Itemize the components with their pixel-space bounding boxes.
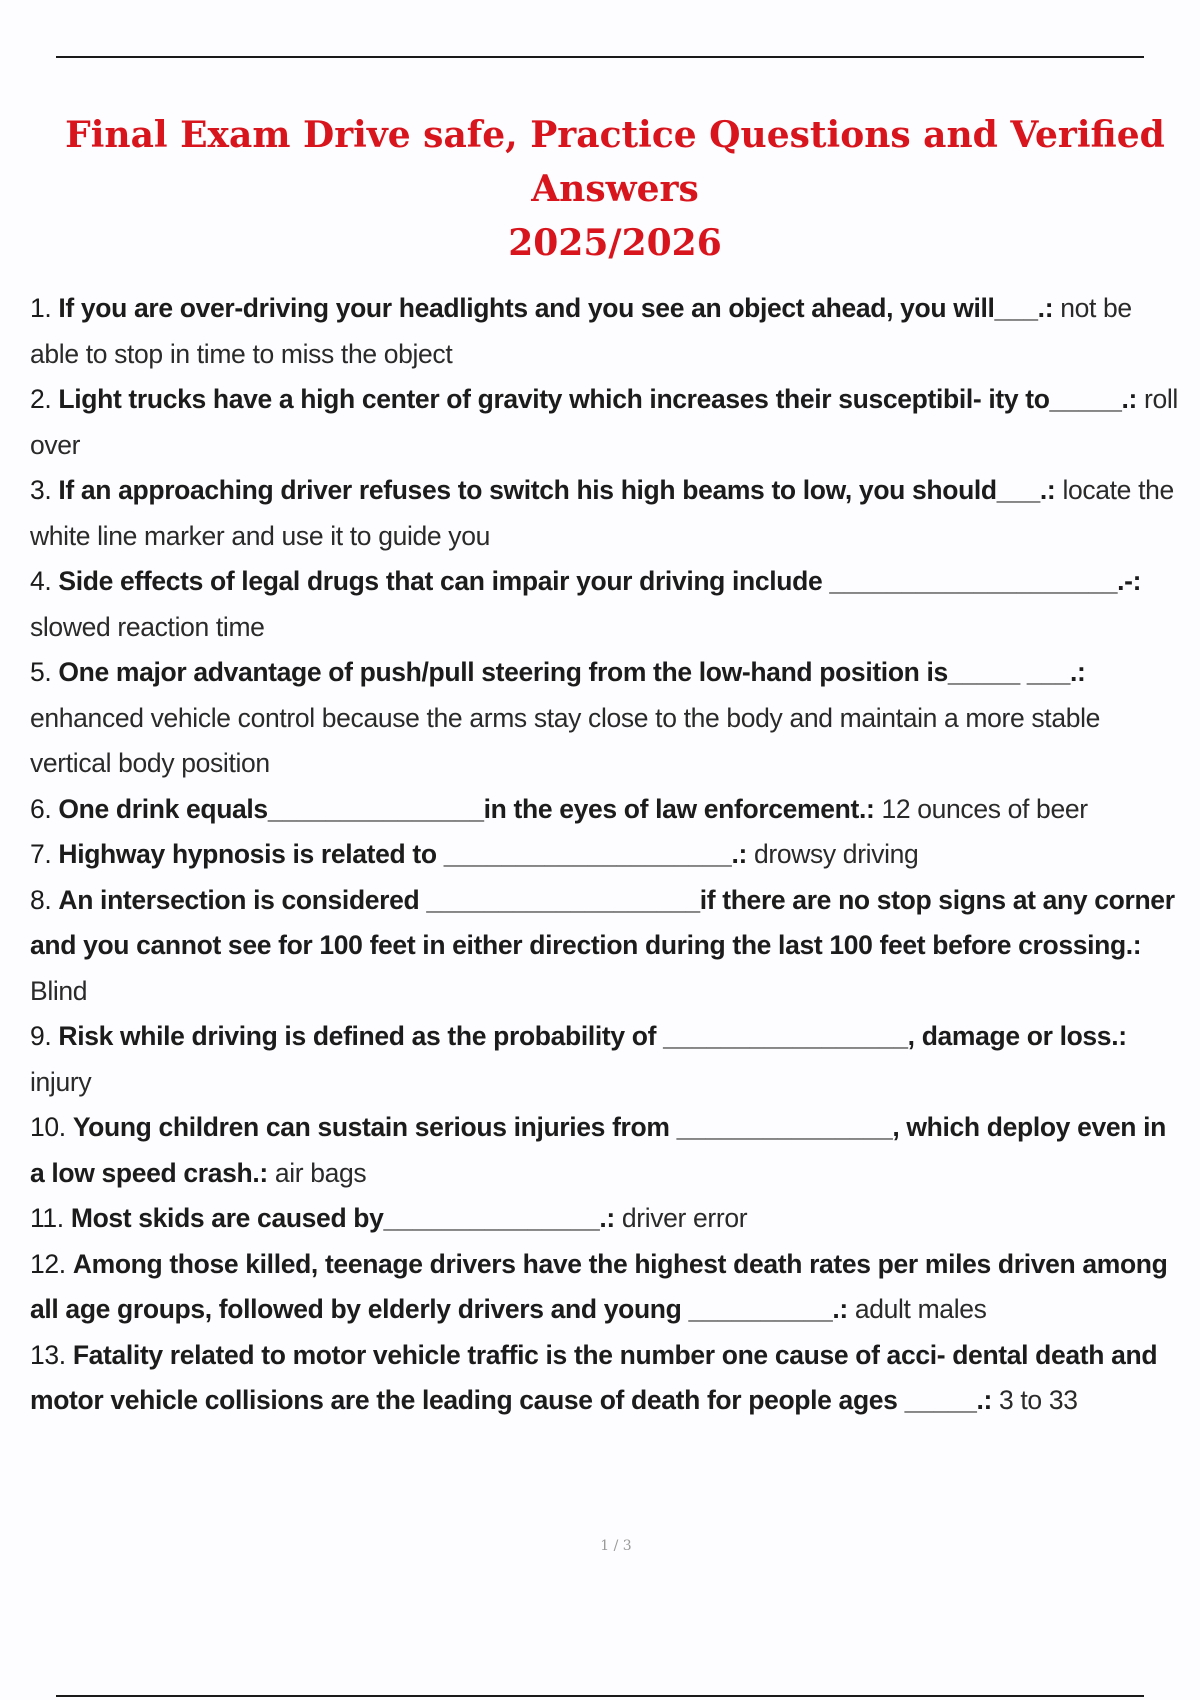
document-title [30,108,1200,270]
title-line-1: Final Exam Drive safe, Practice Questions and Verified Answers [65,114,1165,210]
question-item-2 [30,377,1180,468]
question-answer: driver error [621,1203,748,1233]
question-item-1 [30,286,1180,377]
question-number: 5. [30,657,52,687]
question-item-12 [30,1242,1180,1333]
question-answer: air bags [274,1157,367,1188]
question-answer: Blind [30,975,88,1006]
question-answer: not be able to stop in time to miss the object [30,293,1132,369]
question-item-6 [30,787,1180,833]
question-answer: enhanced vehicle control because the arms stay close to the body and maintain a more stable vertical body position [30,702,1101,778]
question-answer: roll over [30,384,1178,460]
question-item-8 [30,878,1180,1015]
question-number: 12. [30,1248,66,1279]
question-stem: Highway hypnosis is related to ____________________.: [58,839,747,869]
question-stem: Most skids are caused by_______________.: [70,1203,615,1233]
question-stem: Fatality related to motor vehicle traffic is the number one cause of acci- dental death and motor vehicle collisions are the leading cause of death for people ages _____.: [30,1339,1158,1415]
question-item-11 [30,1196,1180,1242]
question-number: 8. [30,884,52,915]
question-item-13 [30,1333,1180,1424]
question-item-10 [30,1105,1180,1196]
question-answer: 12 ounces of beer [881,793,1088,824]
title-line-2: 2025/2026 [508,222,722,264]
question-item-7 [30,832,1180,878]
question-answer: slowed reaction time [30,611,265,642]
question-stem: If an approaching driver refuses to switch his high beams to low, you should___.: [58,475,1056,505]
question-stem: Side effects of legal drugs that can impair your driving include ____________________.-: [58,566,1142,596]
question-stem: Risk while driving is defined as the probability of _________________, damage or loss.: [58,1021,1127,1051]
question-number: 10. [30,1112,66,1142]
question-number: 3. [30,475,52,505]
question-answer: drowsy driving [753,839,919,869]
question-answer: injury [30,1066,92,1097]
question-answer: adult males [854,1294,987,1324]
bottom-rule [56,1695,1144,1697]
question-number: 13. [30,1339,66,1370]
question-answer: locate the white line marker and use it to guide you [30,475,1174,551]
question-number: 4. [30,566,52,596]
question-number: 9. [30,1021,52,1051]
question-stem: Among those killed, teenage drivers have the highest death rates per miles driven among all age groups, followed by elderly drivers and young __________.: [30,1248,1168,1324]
question-number: 1. [30,293,52,323]
question-list [30,286,1180,1424]
question-item-3 [30,468,1180,559]
question-stem: If you are over-driving your headlights and you see an object ahead, you will___.: [58,293,1054,323]
page-number: 1 / 3 [600,1538,632,1554]
question-item-9 [30,1014,1180,1105]
question-answer: 3 to 33 [999,1385,1078,1415]
top-rule [56,56,1144,58]
question-stem: An intersection is considered ___________________if there are no stop signs at any corner and you cannot see for 100 feet in either direction during the last 100 feet before crossing.: [30,884,1175,960]
question-number: 11. [30,1203,64,1233]
question-number: 7. [30,839,52,869]
question-stem: One major advantage of push/pull steering from the low-hand position is_____ ___.: [58,657,1086,687]
question-item-5 [30,650,1180,787]
question-stem: Light trucks have a high center of gravity which increases their susceptibil- ity to_____.: [58,384,1137,414]
question-stem: Young children can sustain serious injuries from _______________, which deploy even in a low speed crash.: [30,1112,1166,1188]
question-number: 6. [30,793,52,824]
question-stem: One drink equals_______________in the eyes of law enforcement.: [58,793,875,824]
question-number: 2. [30,384,52,414]
question-item-4 [30,559,1180,650]
